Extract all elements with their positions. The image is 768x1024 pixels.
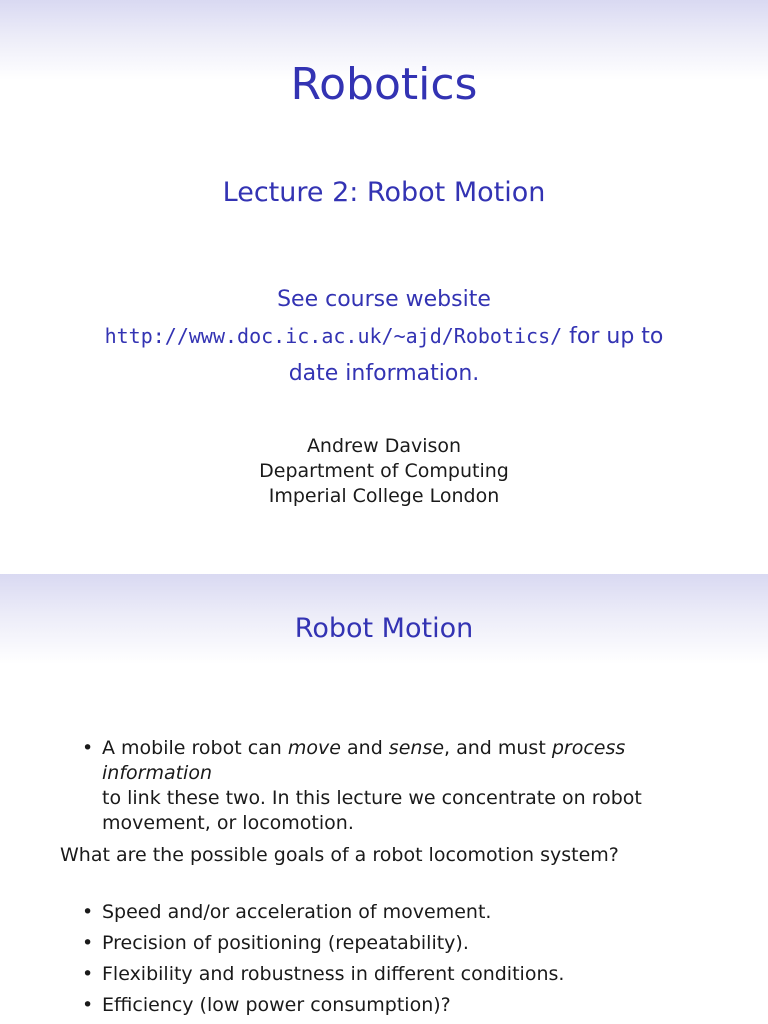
intro-line-2: to link these two. In this lecture we concentrate on robot: [102, 787, 642, 809]
course-website-tail: for up to: [562, 324, 664, 349]
author-block: [0, 434, 768, 509]
intro-line-3: movement, or locomotion.: [102, 812, 354, 834]
intro-bullet: [80, 736, 710, 836]
bullet-icon: •: [82, 963, 94, 985]
intro-emph-move: move: [287, 737, 341, 759]
list-item: [80, 736, 710, 836]
course-website-line: [0, 318, 768, 355]
bullet-icon: •: [82, 737, 94, 759]
course-website-line3: date information.: [288, 361, 480, 386]
bullet-icon: •: [82, 901, 94, 923]
bullet-icon: •: [82, 932, 94, 954]
list-item: [80, 959, 720, 990]
goal-text: Flexibility and robustness in different conditions.: [102, 963, 565, 985]
goal-text: Precision of positioning (repeatability).: [102, 932, 469, 954]
goal-text: Efficiency (low power consumption)?: [102, 994, 451, 1016]
lecture-subtitle: Lecture 2: Robot Motion: [222, 177, 546, 208]
intro-text-1: A mobile robot can: [102, 737, 288, 759]
list-item: [80, 897, 720, 928]
course-website-url[interactable]: http://www.doc.ic.ac.uk/~ajd/Robotics/: [104, 324, 563, 348]
list-item: [80, 990, 720, 1021]
intro-text-3: , and must: [444, 737, 552, 759]
list-item: [80, 928, 720, 959]
goals-list: [80, 897, 720, 1021]
author-name: Andrew Davison: [306, 435, 462, 457]
robot-motion-title: Robot Motion: [294, 613, 474, 644]
goals-question: What are the possible goals of a robot locomotion system?: [60, 844, 619, 866]
author-department: Department of Computing: [259, 460, 509, 482]
intro-text-2: and: [340, 737, 389, 759]
intro-emph-process: process information: [102, 737, 626, 784]
slide-title-text: Robotics: [290, 59, 478, 110]
goal-text: Speed and/or acceleration of movement.: [102, 901, 492, 923]
intro-emph-sense: sense: [388, 737, 445, 759]
author-institution: Imperial College London: [268, 485, 500, 507]
bullet-icon: •: [82, 994, 94, 1016]
course-website-label: See course website: [277, 287, 491, 312]
course-website-block: [0, 281, 768, 392]
